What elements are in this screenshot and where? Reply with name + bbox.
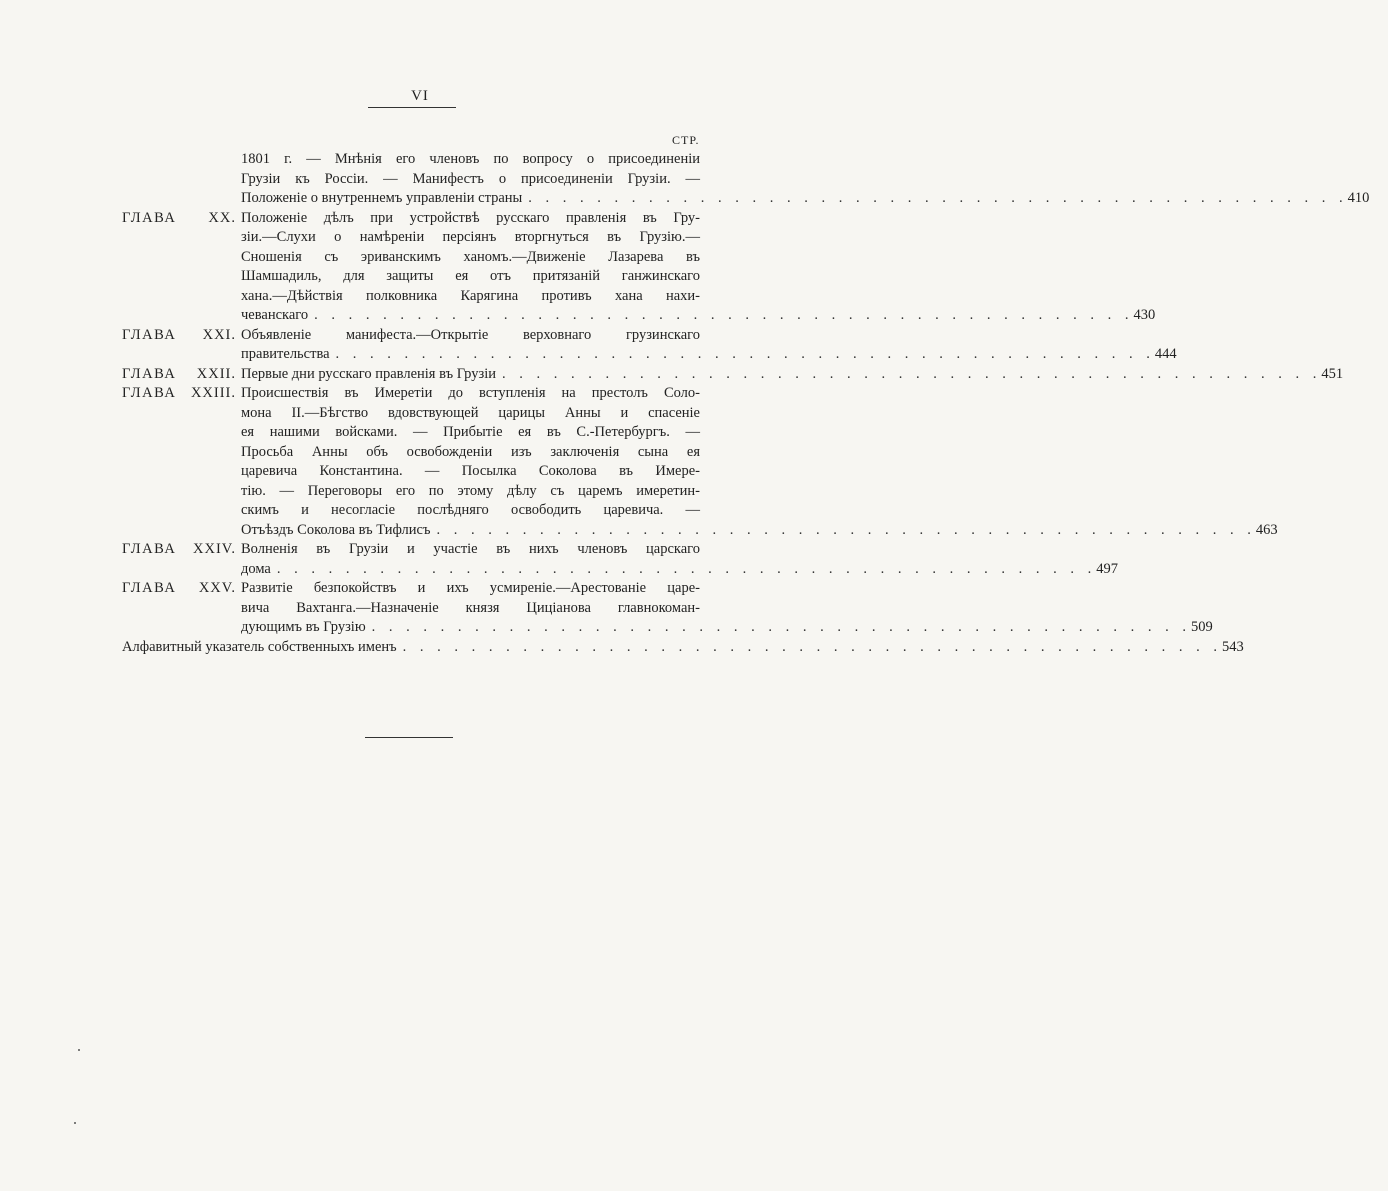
index-last-line	[122, 638, 1244, 658]
chapter-title-end: правительства	[241, 346, 330, 362]
chapter-last-line	[241, 560, 1118, 580]
index-entry	[122, 638, 1244, 658]
end-rule	[365, 737, 453, 738]
chapter-label: ГЛАВА	[122, 580, 177, 596]
description-line: Шамшадиль, для защиты ея отъ притязаній ганжинскаго	[241, 268, 700, 284]
chapter-title-end: Отъѣздъ Соколова въ Тифлисъ	[241, 521, 431, 538]
description-line: царевича Константина. — Посылка Соколова въ Имере-	[241, 463, 700, 479]
dot-leader: . . . . . . . . . . . . . . . . . . . . . . . . . . . . . . . . . . . . . . . . . . . . . . . .	[276, 560, 1097, 577]
chapter-page-number: 463	[1255, 521, 1278, 538]
chapter-description	[241, 579, 1213, 638]
paper-speck	[78, 1049, 80, 1051]
description-line: Развитіе безпокойствъ и ихъ усмиреніе.—Арестованіе царе-	[241, 580, 700, 596]
toc-entry	[122, 579, 1213, 638]
chapter-description	[241, 326, 1177, 365]
chapter-last-line	[241, 521, 1278, 541]
toc-entry	[122, 150, 1370, 209]
chapter-page-number: 451	[1321, 365, 1344, 382]
toc-entry	[122, 209, 1156, 326]
chapter-label: ГЛАВА	[122, 326, 177, 343]
chapter-last-line	[241, 618, 1213, 638]
description-line: зіи.—Слухи о намѣреніи персіянъ вторгнуться въ Грузію.—	[241, 229, 700, 245]
description-line: вича Вахтанга.—Назначеніе князя Цицiанова главнокоман-	[241, 599, 700, 616]
dot-leader: . . . . . . . . . . . . . . . . . . . . . . . . . . . . . . . . . . . . . . . . . . . . . . . .	[502, 365, 1322, 382]
chapter-last-line	[241, 345, 1177, 365]
chapter-number: XX.	[208, 209, 236, 226]
dot-leader: . . . . . . . . . . . . . . . . . . . . . . . . . . . . . . . . . . . . . . . . . . . . . . . .	[314, 307, 1134, 323]
description-line: Объявленіе манифеста.—Открытіе верховнаго грузинскаго	[241, 326, 700, 343]
description-line: Сношенія съ эриванскимъ ханомъ.—Движеніе Лазарева въ	[241, 248, 700, 265]
chapter-title-end: Положеніе о внутреннемъ управленіи страны	[241, 190, 523, 206]
chapter-page-number: 410	[1347, 190, 1370, 206]
description-line: Грузіи къ Россіи. — Манифестъ о присоединеніи Грузіи. —	[241, 170, 700, 187]
chapter-page-number: 430	[1133, 307, 1156, 323]
description-line: Просьба Анны объ освобожденіи изъ заключенія сына ея	[241, 443, 700, 460]
chapter-label: ГЛАВА	[122, 365, 177, 382]
description-line: Положеніе дѣлъ при устройствѣ русскаго правленія въ Гру-	[241, 209, 700, 226]
paper-speck	[74, 1122, 76, 1124]
chapter-page-number: 509	[1191, 619, 1213, 635]
chapter-title-end: Первые дни русскаго правленія въ Грузіи	[241, 365, 496, 382]
chapter-last-line	[241, 189, 1370, 209]
toc-entry	[122, 540, 1118, 579]
page-number: VI	[411, 88, 429, 104]
dot-leader: . . . . . . . . . . . . . . . . . . . . . . . . . . . . . . . . . . . . . . . . . . . . . . . .	[528, 190, 1348, 206]
chapter-description	[241, 540, 1118, 579]
chapter-description	[241, 209, 1156, 326]
chapter-description	[241, 365, 1344, 385]
chapter-number: XXI.	[202, 326, 236, 343]
chapter-title-end: дома	[241, 560, 271, 577]
description-line: хана.—Дѣйствія полковника Карягина противъ хана нахи-	[241, 287, 700, 304]
chapter-label: ГЛАВА	[122, 209, 177, 226]
chapter-title-end: дующимъ въ Грузію	[241, 619, 366, 635]
index-entry-body	[122, 638, 1244, 658]
toc-entry	[122, 365, 1344, 385]
chapter-last-line	[241, 306, 1156, 326]
description-line: Происшествія въ Имеретіи до вступленія на престолъ Соло-	[241, 385, 700, 401]
table-of-contents	[122, 150, 1370, 657]
toc-entry	[122, 326, 1177, 365]
index-title-end: Алфавитный указатель собственныхъ именъ	[122, 638, 397, 655]
chapter-number: XXV.	[198, 580, 236, 596]
page-column-header: СТР.	[672, 133, 700, 147]
dot-leader: . . . . . . . . . . . . . . . . . . . . . . . . . . . . . . . . . . . . . . . . . . . . . . . .	[402, 638, 1223, 655]
chapter-title-end: чеванскаго	[241, 307, 309, 323]
chapter-number: XXIV.	[193, 541, 236, 557]
dot-leader: . . . . . . . . . . . . . . . . . . . . . . . . . . . . . . . . . . . . . . . . . . . . . . . .	[371, 619, 1192, 635]
chapter-number: XXII.	[196, 365, 236, 382]
chapter-label: ГЛАВА	[122, 541, 177, 557]
chapter-description	[241, 150, 1370, 209]
description-line: ея нашими войсками. — Прибытіе ея въ С.-Петербургъ. —	[241, 424, 700, 440]
chapter-number: XXIII.	[190, 385, 236, 401]
toc-entry	[122, 384, 1278, 540]
index-page-number: 543	[1222, 638, 1244, 655]
chapter-last-line	[241, 365, 1344, 385]
header-rule	[368, 107, 456, 108]
description-line: скимъ и несогласіе послѣдняго освободить царевича. —	[241, 502, 700, 518]
description-line: Волненія въ Грузіи и участіе въ нихъ членовъ царскаго	[241, 541, 700, 557]
chapter-description	[241, 384, 1278, 540]
description-line: 1801 г. — Мнѣнія его членовъ по вопросу о присоединеніи	[241, 151, 700, 167]
chapter-label: ГЛАВА	[122, 385, 177, 401]
description-line: тію. — Переговоры его по этому дѣлу съ царемъ имеретин-	[241, 482, 700, 499]
chapter-page-number: 444	[1154, 346, 1177, 362]
dot-leader: . . . . . . . . . . . . . . . . . . . . . . . . . . . . . . . . . . . . . . . . . . . . . . . .	[436, 521, 1256, 538]
chapter-page-number: 497	[1096, 560, 1118, 577]
description-line: мона II.—Бѣгство вдовствующей царицы Анны и спасеніе	[241, 404, 700, 421]
dot-leader: . . . . . . . . . . . . . . . . . . . . . . . . . . . . . . . . . . . . . . . . . . . . . . . .	[335, 346, 1155, 362]
